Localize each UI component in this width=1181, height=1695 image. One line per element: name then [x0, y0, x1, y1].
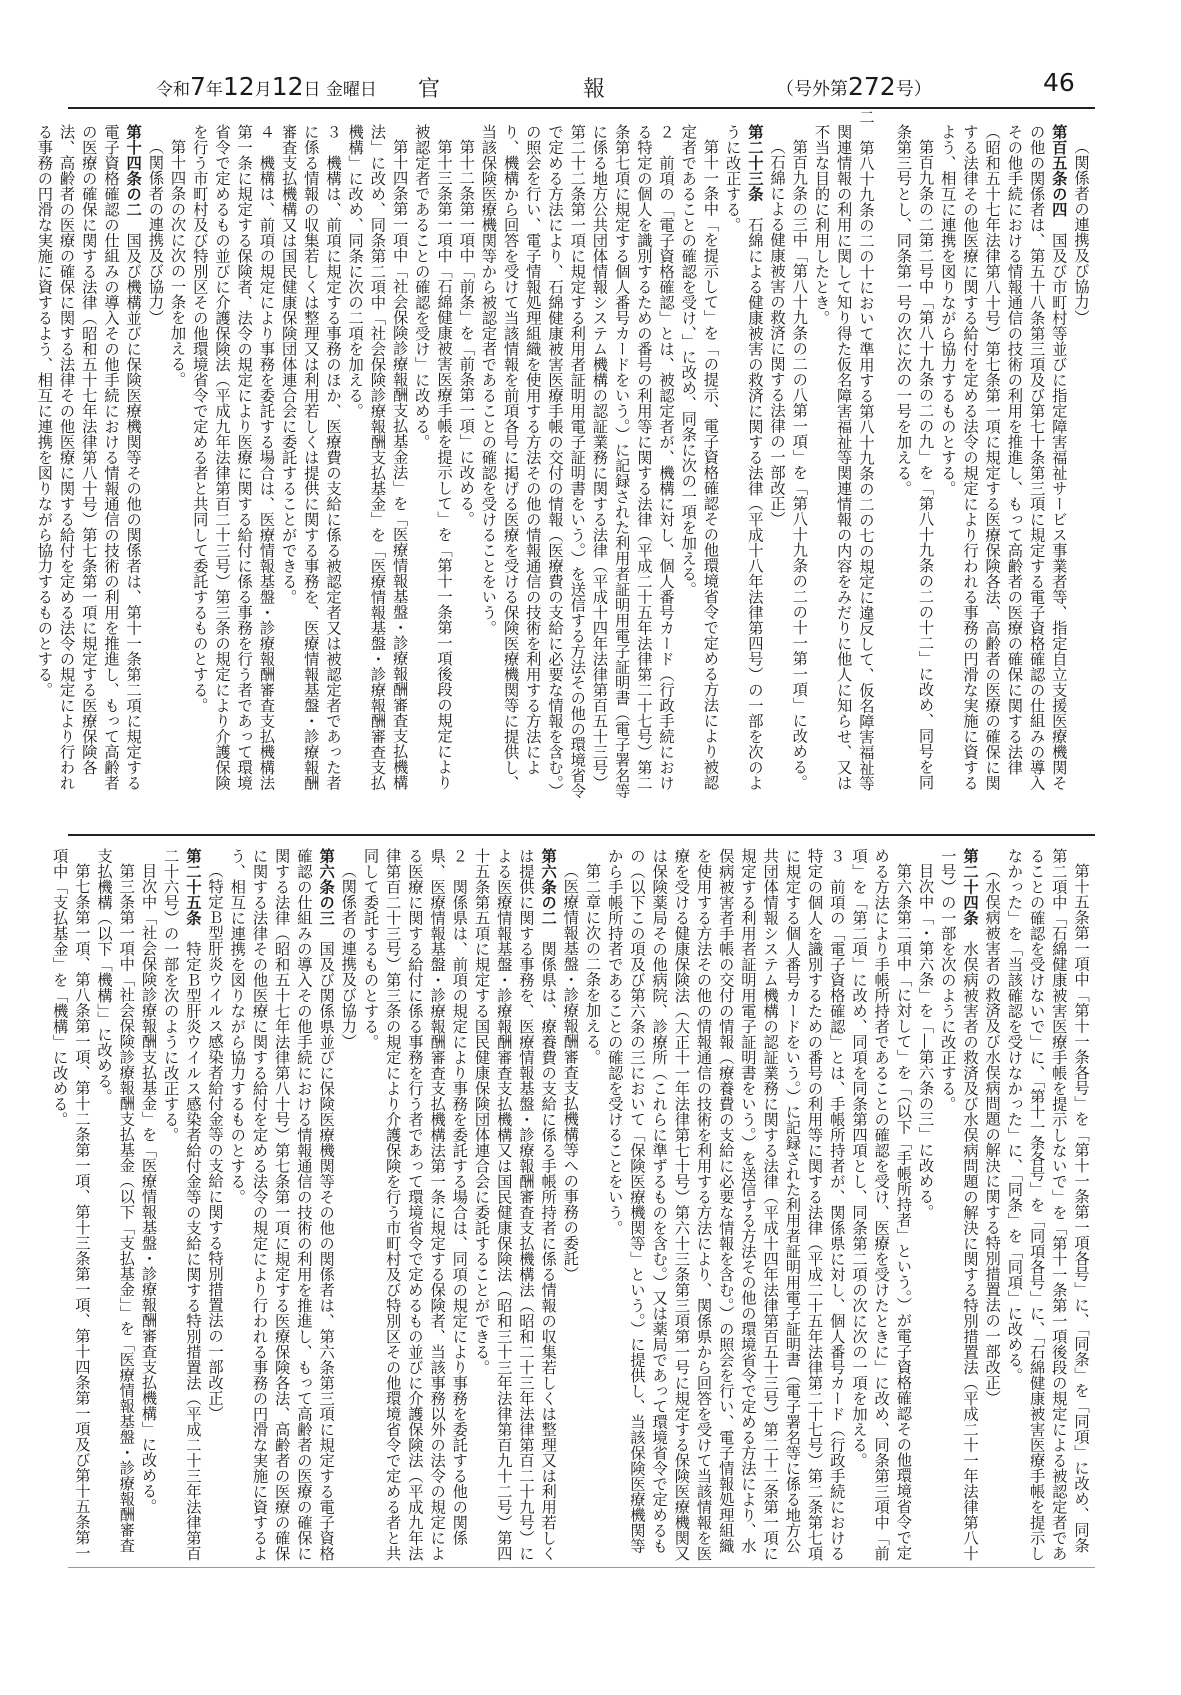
article-number: 第二十五条 [183, 848, 202, 926]
paragraph-text: 第十一条中「を提示して」を「の提示、電子資格確認その他環境省令で定める方法により被認定者であることの確認を受け、」に改め、同条に次の一項を加える。 [679, 124, 720, 791]
issue-number-value: 272 [848, 72, 896, 101]
paragraph-text: 国及び市町村等並びに指定障害福祉サービス事業者等、指定自立支援医療機関その他の関係者は、第五十八条第三項及び第七十条第三項に規定する電子資格確認の仕組みの導入その他手続における情報通信の技術の利用を推進し、もって高齢者の医療の確保に関する法律（昭和五十七年法律第八十号）第七条第一項に規定する医療保険各法、高齢者の医療の確保に関する法律その他医療に関する給付を定める法令の規定により行われる事務の円滑な実施に資するよう、相互に連携を図りながら協力するものとする。 [938, 124, 1068, 791]
issue-suffix: 号） [895, 79, 932, 100]
gazette-header [68, 66, 1095, 106]
paragraph-text: （特定Ｂ型肝炎ウイルス感染者給付金等の支給に関する特別措置法の一部改正） [206, 863, 225, 1422]
day-unit: 日 [303, 80, 321, 100]
numbered-paragraph [604, 848, 848, 1566]
paragraph-text: 第百九条の二第二号中「第八十九条の二の九」を「第八十九条の二の十二」に改め、同号を同条第三号とし、同条第一号の次に次の一号を加える。 [894, 124, 935, 791]
bottom-text-block [50, 848, 1092, 1566]
article-paragraph [470, 848, 559, 1566]
article-number: 第二十四条 [960, 848, 979, 926]
amendment-paragraph [848, 848, 915, 1566]
amendment-paragraph [788, 124, 810, 804]
numbered-paragraph [359, 848, 470, 1566]
paragraph-text: （関係者の連携及び協力） [146, 139, 165, 326]
article-caption [1070, 124, 1092, 804]
header-rule [68, 107, 1095, 109]
paragraph-text: （関係者の連携及び協力） [1072, 139, 1090, 326]
amendment-paragraph [93, 848, 137, 1566]
issue-number [776, 72, 932, 101]
article-number: 第二十三条 [745, 124, 764, 202]
paragraph-text: （医療情報基盤・診療報酬審査支払機構等への事務の委託） [561, 863, 580, 1282]
month: 12 [222, 72, 255, 101]
paragraph-text: 第十五条第一項中「第十一条各号」を「第十一条第一項各号」に、「同条」を「同項」に改め、同条第二項中「石綿健康被害医療手帳を提示しないで」を「第十一条第一項後段の規定による被認定者であることの確認を受けないで」に、「第十一条各号」を「同項各号」に、「石綿健康被害医療手帳を提示しなかった」を「当該確認を受けなかった」に、「同条」を「同項」に改める。 [1005, 848, 1090, 1562]
article-caption [144, 124, 166, 804]
gazette-title-kan: 官 [418, 77, 441, 102]
amendment-paragraph [137, 848, 159, 1566]
paragraph-text: 関係県は、前項の規定により事務を委託する場合は、同項の規定により事務を委託する他の関係県、医療情報基盤・診療報酬審査支払機構法第一条に規定する保険者、当該事務以外の法令の規定による医療に関する給付に係る事務を行う者であって環境省令で定めるもの並びに介護保険法（平成九年法律第百二十三号）第三条の規定により介護保険を行う市町村及び特別区その他環境省令で定める者と共同して委託するものとする。 [361, 848, 469, 1561]
amendment-paragraph [48, 848, 92, 1566]
paragraph-text: 国及び機構並びに保険医療機関等その他の関係者は、第十一条第二項に規定する電子資格確認の仕組みの導入その他手続における情報通信の技術の利用を推進し、もって高齢者の医療の確保に関する法律（昭和五十七年法律第八十号）第七条第一項に規定する医療保険各法、高齢者の医療の確保に関する法律その他医療に関する給付を定める法令の規定により行われる事務の円滑な実施に資するよう、相互に連携を図りながら協力するものとする。 [35, 124, 143, 791]
year: 7 [190, 72, 206, 101]
issue-date [156, 72, 377, 101]
paragraph-text: 第百九条の三中「第八十九条の二の八第一項」を「第八十九条の二の十一第一項」に改める。 [790, 139, 809, 791]
paragraph-text: 第三条第一項中「社会保険診療報酬支払基金（以下「支払基金」」を「医療情報基盤・診療報酬審査支払機構（以下「機構」」に改める。 [95, 848, 136, 1554]
issue-prefix: （号外第 [776, 79, 848, 100]
paragraph-text: （石綿による健康被害の救済に関する法律の一部改正） [768, 139, 787, 527]
month-unit: 月 [254, 80, 272, 100]
article-paragraph [159, 848, 203, 1566]
page-bottom-rule [68, 1567, 1095, 1568]
era: 令和 [156, 80, 190, 100]
article-paragraph [721, 124, 765, 804]
numbered-paragraph [477, 124, 677, 804]
paragraph-text: （水俣病被害者の救済及び水俣病問題の解決に関する特別措置法の一部改正） [983, 863, 1002, 1406]
article-number: 第十四条の二 [124, 124, 143, 217]
paragraph-text: 第六条第二項中「に対して」を「（以下「手帳所持者」という。）が電子資格確認その他環境省令で定める方法により手帳所持者であることの確認を受け、医療を受けたときに」に改め、同条第三項中「前項」を「第二項」に改め、同項を同条第四項とし、同条第二項の次に次の一項を加える。 [849, 848, 913, 1561]
item-number: ２ [450, 848, 469, 864]
paragraph-text: 前項の「電子資格確認」とは、手帳所持者が、関係県に対し、個人番号カード（行政手続における特定の個人を識別するための番号の利用等に関する法律（平成二十五年法律第二十七号）第二条第七項に規定する個人番号カードをいう。）に記録された利用者証明用電子証明書（電子署名等に係る地方公共団体情報システム機構の認証業務に関する法律（平成十四年法律第百五十三号）第二十二条第一項に規定する利用者証明用電子証明書をいう。）を送信する方法その他の環境省令で定める方法により、水俣病被害者手帳の交付の情報（療養費の支給に必要な情報を含む。）の照会を行い、電子情報処理組織を使用する方法その他の情報通信の技術を利用する方法により、関係県から回答を受けて当該情報を医療を受ける健康保険法（大正十一年法律第七十号）第六十三条第三項第一号に規定する保険医療機関又は保険薬局その他病院、診療所（これらに準ずるものを含む。）又は薬局であって環境省令で定めるもの（以下この項及び第六条の三において「保険医療機関等」という。）に提供し、当該保険医療機関等から手帳所持者であることの確認を受けることをいう。 [605, 848, 846, 1561]
article-paragraph [33, 124, 144, 804]
article-number: 第百五条の四 [1049, 124, 1068, 217]
article-paragraph [937, 848, 981, 1566]
page-number: 46 [1043, 68, 1075, 97]
paragraph-text: 第二章に次の二条を加える。 [583, 863, 602, 1065]
amendment-paragraph [892, 124, 936, 804]
paragraph-text: 特定Ｂ型肝炎ウイルス感染者給付金等の支給に関する特別措置法（平成二十三年法律第百二十六号）の一部を次のように改正する。 [161, 848, 202, 1561]
article-caption [981, 848, 1003, 1566]
paragraph-text: 第八十九条の二の十において準用する第八十九条の二の七の規定に違反して、仮名障害福祉等関連情報の利用に関して知り得た仮名障害福祉等関連情報の内容をみだりに他人に知らせ、又は不当な目的に利用したとき。 [812, 124, 875, 791]
amendment-paragraph [677, 124, 721, 804]
article-paragraph [226, 848, 337, 1566]
amendment-paragraph [581, 848, 603, 1566]
article-number: 第六条の三 [317, 848, 336, 926]
item-number: ３ [827, 848, 846, 864]
year-unit: 年 [205, 80, 223, 100]
day: 12 [271, 72, 304, 101]
paragraph-text: 国及び関係県並びに保険医療機関等その他の関係者は、第六条第三項に規定する電子資格確認の仕組みの導入その他手続における情報通信の技術の利用を推進し、もって高齢者の医療の確保に関する法律（昭和五十七年法律第八十号）第七条第一項に規定する医療保険各法、高齢者の医療の確保に関する法律その他医療に関する給付を定める法令の規定により行われる事務の円滑な実施に資するよう、相互に連携を図りながら協力するものとする。 [228, 848, 336, 1561]
paragraph-text: 水俣病被害者の救済及び水俣病問題の解決に関する特別措置法（平成二十一年法律第八十一号）の一部を次のように改正する。 [938, 848, 979, 1561]
amendment-paragraph [344, 124, 411, 804]
amendment-paragraph [914, 848, 936, 1566]
amendment-paragraph [1003, 848, 1092, 1566]
gazette-title-po: 報 [583, 77, 606, 102]
item-number: ４ [257, 124, 276, 140]
amendment-paragraph [455, 124, 477, 804]
paragraph-text: 機構は、前項の規定により事務を委託する場合は、医療情報基盤・診療報酬審査支払機構法第一条に規定する保険者、法令の規定により医療に関する給付に係る事務を行う者であって環境省令で定めるもの並びに介護保険法（平成九年法律第百二十三号）第三条の規定により介護保険を行う市町村及び特別区その他環境省令で定める者と共同して委託するものとする。 [190, 124, 276, 791]
sub-item [810, 108, 892, 804]
amendment-paragraph [411, 124, 455, 804]
section-divider [68, 834, 1095, 836]
article-caption [559, 848, 581, 1566]
top-text-block [35, 108, 1092, 804]
article-caption [766, 124, 788, 804]
amendment-paragraph [166, 124, 188, 804]
paragraph-text: 第七条第一項、第八条第一項、第十二条第一項、第十三条第一項、第十四条第一項及び第十五条第一項中「支払基金」を「機構」に改める。 [50, 848, 91, 1561]
paragraph-text: 前項の「電子資格確認」とは、被認定者が、機構に対し、個人番号カード（行政手続における特定の個人を識別するための番号の利用等に関する法律（平成二十五年法律第二十七号）第二条第七項に規定する個人番号カードをいう。）に記録された利用者証明用電子証明書（電子署名等に係る地方公共団体情報システム機構の認証業務に関する法律（平成十四年法律第百五十三号）第二十二条第一項に規定する利用者証明用電子証明書をいう。）を送信する方法その他の環境省令で定める方法により、石綿健康被害医療手帳の交付の情報（医療費の支給に必要な情報を含む。）の照会を行い、電子情報処理組織を使用する方法その他の情報通信の技術を利用する方法により、機構から回答を受けて当該情報を前項各号に掲げる医療を受ける保険医療機関等に提供し、当該保険医療機関等から被認定者であることの確認を受けることをいう。 [479, 124, 676, 799]
paragraph-text: （関係者の連携及び協力） [339, 863, 358, 1050]
item-number: 二 [856, 108, 875, 125]
article-caption [204, 848, 226, 1566]
numbered-paragraph [277, 124, 344, 804]
paragraph-text: 目次中「・第六条」を「―第六条の三」に改める。 [916, 863, 935, 1220]
paragraph-text: 第十四条の次に次の一条を加える。 [168, 139, 187, 388]
numbered-paragraph [189, 124, 278, 804]
paragraph-text: 石綿による健康被害の救済に関する法律（平成十八年法律第四号）の一部を次のように改正する。 [723, 124, 764, 791]
article-caption [337, 848, 359, 1566]
paragraph-text: 関係県は、療養費の支給に係る手帳所持者に係る情報の収集若しくは整理又は利用若しくは提供に関する事務を、医療情報基盤・診療報酬審査支払機構法（昭和二十三年法律第百二十九号）による医療情報基盤・診療報酬審査支払機構又は国民健康保険法（昭和三十三年法律第百九十二号）第四十五条第五項に規定する国民健康保険団体連合会に委託することができる。 [472, 848, 558, 1561]
article-paragraph [937, 124, 1070, 804]
item-number: ３ [324, 124, 342, 140]
paragraph-text: 第十三条第一項中「石綿健康被害医療手帳を提示して」を「第十一条第一項後段の規定により被認定者であることの確認を受け」に改める。 [412, 124, 454, 791]
paragraph-text: 第十二条第一項中「前条」を「前条第一項」に改める。 [457, 139, 476, 527]
article-number: 第六条の二 [539, 848, 558, 926]
paragraph-text: 第十四条第一項中「社会保険診療報酬支払基金法」を「医療情報基盤・診療報酬審査支払機構法」に改め、同条第二項中「社会保険診療報酬支払基金」を「医療情報基盤・診療報酬審査支払機構」に改め、同条に次の二項を加える。 [346, 124, 409, 791]
paragraph-text: 機構は、前項に規定する事務のほか、医療費の支給に係る被認定者又は被認定者であった者に係る情報の収集若しくは整理又は利用若しくは提供に関する事務を、医療情報基盤・診療報酬審査支払機構又は国民健康保険団体連合会に委託することができる。 [279, 124, 342, 791]
weekday: 金曜日 [325, 80, 377, 100]
paragraph-text: 目次中「社会保険診療報酬支払基金」を「医療情報基盤・診療報酬審査支払機構」に改める。 [139, 863, 158, 1515]
item-number: ２ [657, 124, 676, 140]
